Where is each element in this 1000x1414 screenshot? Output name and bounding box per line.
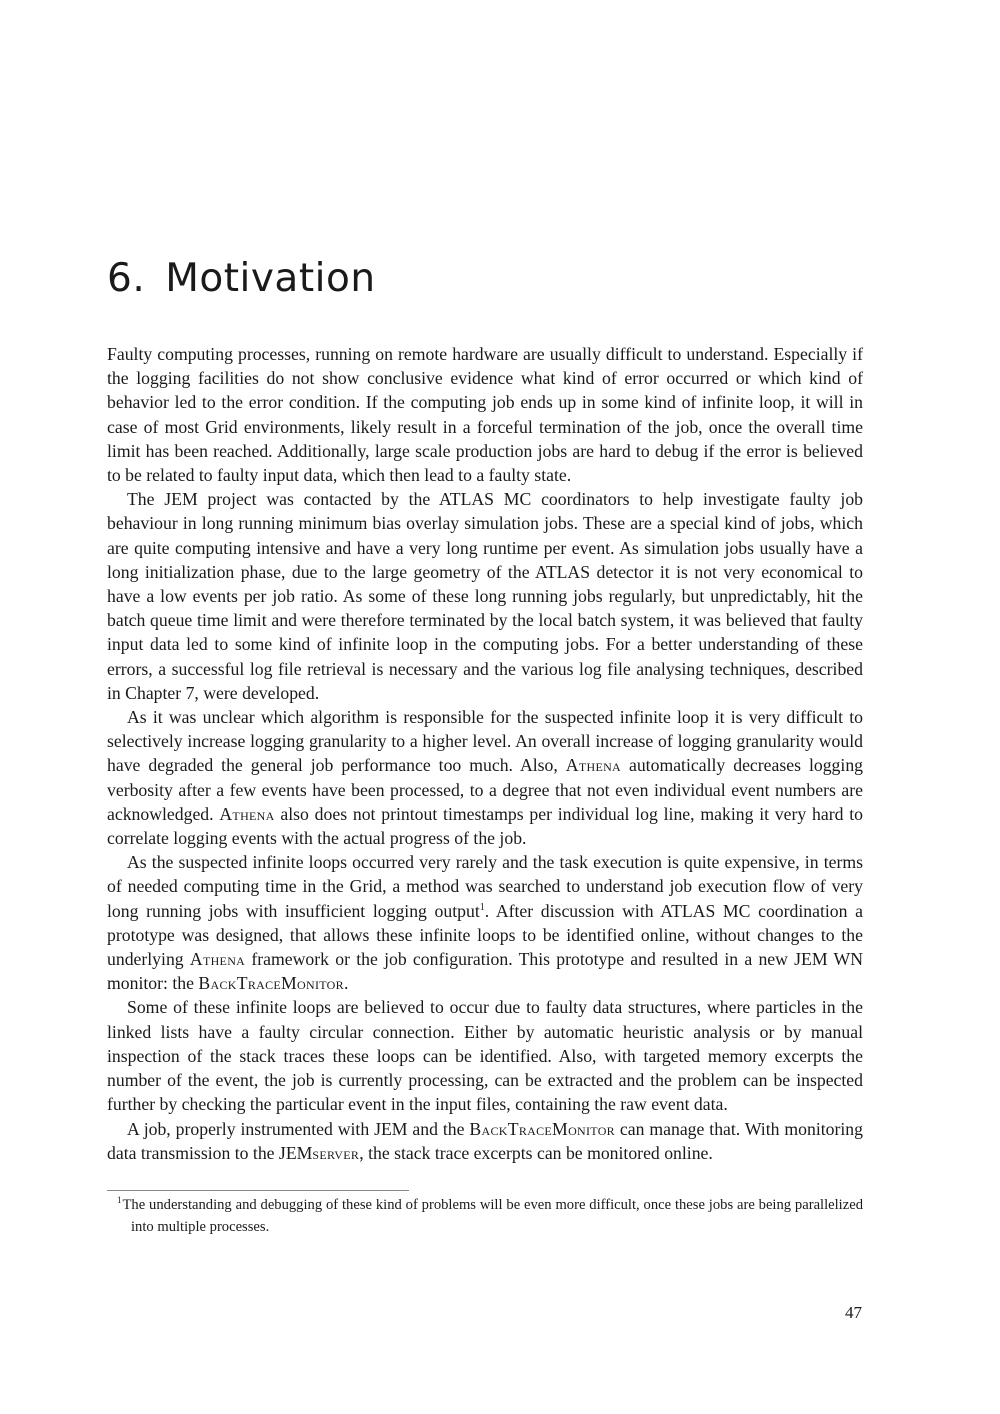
- footnote-separator: [107, 1190, 409, 1191]
- paragraph-text: Faulty computing processes, running on remote hardware are usually difficult to understand. Especially if the logging facilities do not show conclusive evidence what kind of error occurred or which kind of behavior led to the error condition. If the computing job ends up in some kind of infinite loop, it will in case of most Grid environments, likely result in a forceful termination of the job, once the overall time limit has been reached. Additionally, large scale production jobs are hard to debug if the error is believed to be related to faulty input data, which then lead to a faulty state.: [107, 344, 863, 486]
- paragraph-text: can manage that. With monitoring data transmission to the JEM: [107, 1118, 863, 1163]
- paragraph-text: . After discussion with ATLAS MC coordination a prototype was designed, that allows these infinite loops to be identified online, without changes to the underlying: [107, 900, 863, 970]
- paragraph-text: framework or the job configuration. This prototype and resulted in a new JEM WN monitor: the: [107, 949, 863, 994]
- software-name-athena: Athena: [219, 803, 275, 824]
- paragraph-text: automatically decreases logging verbosity after a few events have been processed, to a degree that not even individual event numbers are acknowledged.: [107, 755, 864, 824]
- paragraph-5: [107, 995, 863, 1116]
- paragraph-2: [107, 487, 863, 705]
- paragraph-1: [107, 342, 863, 487]
- paragraph-6: [107, 1117, 863, 1165]
- chapter-heading: [107, 252, 376, 306]
- body-text: [107, 342, 863, 1165]
- footnote-text: The understanding and debugging of these kind of problems will be even more difficult, once these jobs are being parallelized into multiple processes.: [122, 1197, 863, 1235]
- paragraph-text: A job, properly instrumented with JEM and the: [127, 1118, 470, 1139]
- software-name-athena: Athena: [565, 755, 622, 776]
- page-number: 47: [845, 1303, 862, 1322]
- chapter-title: Motivation: [165, 256, 376, 301]
- paragraph-3: [107, 705, 863, 850]
- paragraph-text: As it was unclear which algorithm is responsible for the suspected infinite loop it is very difficult to selectively increase logging granularity to a higher level. An overall increase of logging granularity would have degraded the general job performance too much. Also,: [107, 707, 863, 776]
- footnote: [107, 1194, 863, 1238]
- chapter-number: 6.: [107, 256, 146, 301]
- paragraph-text: also does not printout timestamps per individual log line, making it very hard to correlate logging events with the actual progress of the job.: [107, 803, 863, 849]
- paragraph-text: .: [343, 973, 349, 994]
- software-name-backtracemonitor: BackTraceMonitor: [198, 973, 344, 994]
- footnote-mark: 1: [117, 1195, 122, 1206]
- footnote-reference[interactable]: 1: [479, 901, 485, 913]
- paragraph-4: [107, 850, 863, 995]
- paragraph-text: As the suspected infinite loops occurred very rarely and the task execution is quite expensive, in terms of needed computing time in the Grid, a method was searched to understand job execution flow of very long running jobs with insufficient logging output: [107, 852, 863, 921]
- software-name-athena: Athena: [189, 949, 246, 970]
- paragraph-text: The JEM project was contacted by the ATLAS MC coordinators to help investigate faulty job behaviour in long running minimum bias overlay simulation jobs. These are a special kind of jobs, which are quite computing intensive and have a very long runtime per event. As simulation jobs usually have a long initialization phase, due to the large geometry of the ATLAS detector it is not very economical to have a low events per job ratio. As some of these long running jobs regularly, but unpredictably, hit the batch queue time limit and were therefore terminated by the local batch system, it was believed that faulty input data led to some kind of infinite loop in the computing jobs. For a better understanding of these errors, a successful log file retrieval is necessary and the various log file analysing techniques, described in Chapter 7, were developed.: [107, 489, 863, 703]
- paragraph-text: Some of these infinite loops are believed to occur due to faulty data structures, where particles in the linked lists have a faulty circular connection. Either by automatic heuristic analysis or by manual inspection of the stack traces these loops can be identified. Also, with targeted memory excerpts the number of the event, the job is currently processing, can be extracted and the problem can be inspected further by checking the particular event in the input files, containing the raw event data.: [107, 997, 863, 1115]
- software-name-jemserver-suffix: server: [312, 1142, 360, 1163]
- paragraph-text: , the stack trace excerpts can be monitored online.: [359, 1142, 713, 1163]
- software-name-backtracemonitor: BackTraceMonitor: [469, 1118, 615, 1139]
